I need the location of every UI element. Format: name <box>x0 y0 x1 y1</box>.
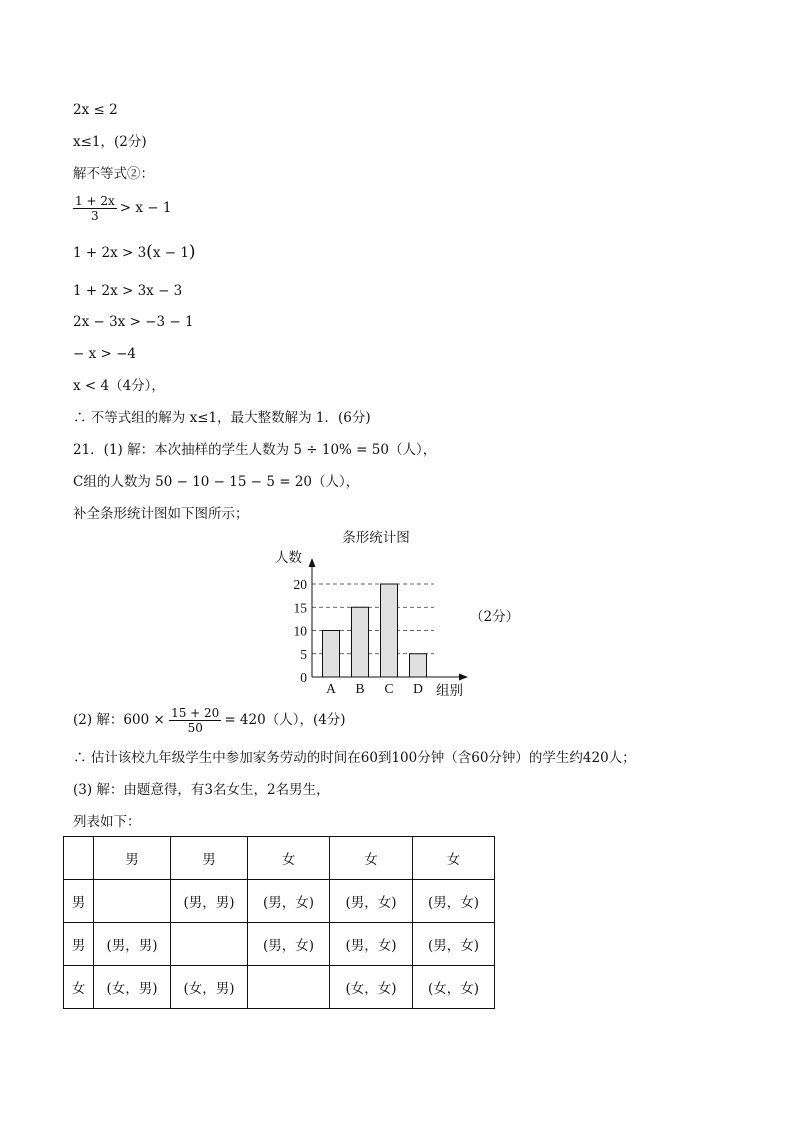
y-axis-arrow-icon <box>309 558 316 567</box>
table-cell: 男 <box>64 880 94 923</box>
table-cell: (男，男) <box>171 880 248 923</box>
table-cell: (男，男) <box>94 923 171 966</box>
line-q21-part3: (3) 解：由题意得，有3名女生，2名男生， <box>73 782 330 798</box>
x-axis-arrow-icon <box>459 674 468 681</box>
chart-score-note: （2分） <box>470 609 520 625</box>
y-tick-label: 10 <box>293 623 307 639</box>
line-neg-x: − x > −4 <box>73 346 137 362</box>
line-solve-ineq-2: 解不等式②： <box>73 166 154 182</box>
table-cell: (女，女) <box>413 966 495 1009</box>
part2-fraction <box>169 706 221 735</box>
table-row <box>64 880 495 923</box>
line-2x-le-2: 2x ≤ 2 <box>73 102 118 118</box>
bar <box>381 584 398 677</box>
table-cell: (女，男) <box>94 966 171 1009</box>
table-cell: (男，女) <box>330 880 413 923</box>
expand-left: 1 + 2x > 3 <box>73 245 147 261</box>
line-expand-1: 1 + 2x > 3(x − 1) <box>73 242 196 262</box>
fraction <box>73 194 117 223</box>
part2-numerator: 15 + 20 <box>171 706 220 720</box>
table-row <box>64 923 495 966</box>
line-x-le-1: x≤1，(2分) <box>73 134 147 150</box>
table-cell: (男，女) <box>248 880 330 923</box>
table-cell: (男，女) <box>330 923 413 966</box>
table-header-cell <box>64 837 94 880</box>
table-cell <box>248 966 330 1009</box>
x-tick-label: A <box>326 681 336 696</box>
x-tick-label: D <box>413 681 423 696</box>
fraction-rest: > x − 1 <box>119 200 172 216</box>
table-header-cell: 男 <box>171 837 248 880</box>
x-tick-label: B <box>355 681 365 696</box>
expand-paren-content: x − 1 <box>152 245 189 261</box>
line-x-lt-4: x < 4（4分）， <box>73 378 165 394</box>
bar-chart <box>270 524 485 702</box>
outcome-table <box>63 836 495 1009</box>
fraction-numerator: 1 + 2x <box>75 194 115 208</box>
table-cell: 女 <box>64 966 94 1009</box>
table-row <box>64 966 495 1009</box>
table-cell: (女，男) <box>171 966 248 1009</box>
line-q21-part2 <box>73 706 346 735</box>
table-header-cell: 女 <box>248 837 330 880</box>
x-tick-label: C <box>384 681 394 696</box>
x-axis-label: 组别 <box>436 683 463 698</box>
line-expand-2: 1 + 2x > 3x − 3 <box>73 283 183 299</box>
y-tick-label: 0 <box>300 670 307 685</box>
table-header-cell: 女 <box>413 837 495 880</box>
table-header-cell: 男 <box>94 837 171 880</box>
chart-title: 条形统计图 <box>342 530 410 545</box>
line-group-c-count: C组的人数为 50 − 10 − 15 − 5 = 20（人）， <box>73 474 360 490</box>
table-cell: (男，女) <box>248 923 330 966</box>
table-cell <box>94 880 171 923</box>
line-fraction-ineq <box>73 194 171 223</box>
table-cell: (女，女) <box>330 966 413 1009</box>
y-tick-label: 5 <box>300 646 307 662</box>
line-estimate: ∴ 估计该校九年级学生中参加家务劳动的时间在60到100分钟（含60分钟）的学生约420人； <box>73 750 636 766</box>
line-table-intro: 列表如下： <box>73 814 141 830</box>
bar <box>410 654 427 677</box>
fraction-denominator: 3 <box>91 209 99 223</box>
bar <box>352 607 369 677</box>
line-q21-part1: 21．(1) 解：本次抽样的学生人数为 5 ÷ 10% = 50（人）， <box>73 442 437 458</box>
y-tick-label: 20 <box>293 577 307 592</box>
line-solution-set: ∴ 不等式组的解为 x≤1，最大整数解为 1．(6分) <box>73 410 371 426</box>
line-complete-chart: 补全条形统计图如下图所示； <box>73 506 249 522</box>
table-cell: (男，女) <box>413 880 495 923</box>
y-axis-label: 人数 <box>275 550 302 565</box>
table-header-row <box>64 837 495 880</box>
y-tick-label: 15 <box>293 600 307 616</box>
line-move-terms: 2x − 3x > −3 − 1 <box>73 314 194 330</box>
part2-denominator: 50 <box>187 721 203 735</box>
table-cell: (男，女) <box>413 923 495 966</box>
table-cell <box>171 923 248 966</box>
part2-right: = 420（人），(4分) <box>224 712 346 728</box>
part2-left: (2) 解：600 × <box>73 712 165 728</box>
table-cell: 男 <box>64 923 94 966</box>
bar <box>323 631 340 678</box>
table-header-cell: 女 <box>330 837 413 880</box>
